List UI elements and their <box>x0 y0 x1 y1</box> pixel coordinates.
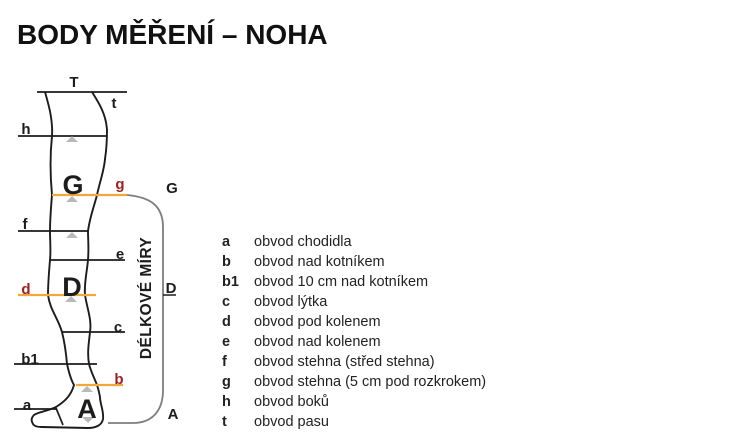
marker-triangle-f <box>66 232 78 238</box>
legend-key-h: h <box>222 394 231 410</box>
diagram-label-D-big: D <box>62 272 82 302</box>
marker-triangle-b <box>81 386 93 392</box>
legend-key-b: b <box>222 254 231 270</box>
diagram-label-b1: b1 <box>21 351 39 368</box>
legend-row <box>222 312 486 332</box>
legend-label-h: obvod boků <box>254 394 329 410</box>
legend-label-a: obvod chodidla <box>254 234 352 250</box>
page-title: BODY MĚŘENÍ – NOHA <box>17 19 328 50</box>
diagram-label-g: g <box>115 176 125 193</box>
length-axis-label: DÉLKOVÉ MÍRY <box>138 236 155 360</box>
legend-row <box>222 392 486 412</box>
diagram-label-f: f <box>22 216 28 233</box>
legend-row <box>222 232 486 252</box>
legend-key-e: e <box>222 334 231 350</box>
legend-row <box>222 332 486 352</box>
legend-label-d: obvod pod kolenem <box>254 314 381 330</box>
legend-key-c: c <box>222 294 231 310</box>
diagram-label-d: d <box>21 281 31 298</box>
diagram-label-c: c <box>113 319 123 336</box>
diagram-label-e: e <box>115 246 125 263</box>
diagram-label-G-big: G <box>62 170 84 200</box>
legend-key-a: a <box>222 234 231 250</box>
legend-key-b1: b1 <box>222 274 239 290</box>
bracket-label-G: G <box>166 180 178 197</box>
legend-key-t: t <box>222 414 227 430</box>
legend-key-f: f <box>222 354 227 370</box>
diagram-label-h: h <box>21 121 31 138</box>
diagram-label-A-big: A <box>77 394 97 424</box>
toe-line <box>56 408 63 425</box>
legend <box>222 232 486 432</box>
bracket-label-D: D <box>165 280 177 297</box>
legend-key-d: d <box>222 314 231 330</box>
legend-label-t: obvod pasu <box>254 414 329 430</box>
legend-row <box>222 372 486 392</box>
legend-label-b: obvod nad kotníkem <box>254 254 385 270</box>
legend-label-b1: obvod 10 cm nad kotníkem <box>254 274 429 290</box>
diagram-label-b: b <box>114 371 124 388</box>
legend-row <box>222 412 486 432</box>
legend-row <box>222 272 486 292</box>
legend-label-e: obvod nad kolenem <box>254 334 381 350</box>
diagram-label-a: a <box>22 397 32 414</box>
legend-row <box>222 252 486 272</box>
legend-label-c: obvod lýtka <box>254 294 328 310</box>
legend-key-g: g <box>222 374 231 390</box>
legend-label-g: obvod stehna (5 cm pod rozkrokem) <box>254 374 487 390</box>
diagram-label-T: T <box>69 74 79 91</box>
diagram-label-t: t <box>111 95 117 112</box>
legend-label-f: obvod stehna (střed stehna) <box>254 354 435 370</box>
bracket-label-A: A <box>167 406 179 423</box>
legend-row <box>222 292 486 312</box>
legend-row <box>222 352 486 372</box>
